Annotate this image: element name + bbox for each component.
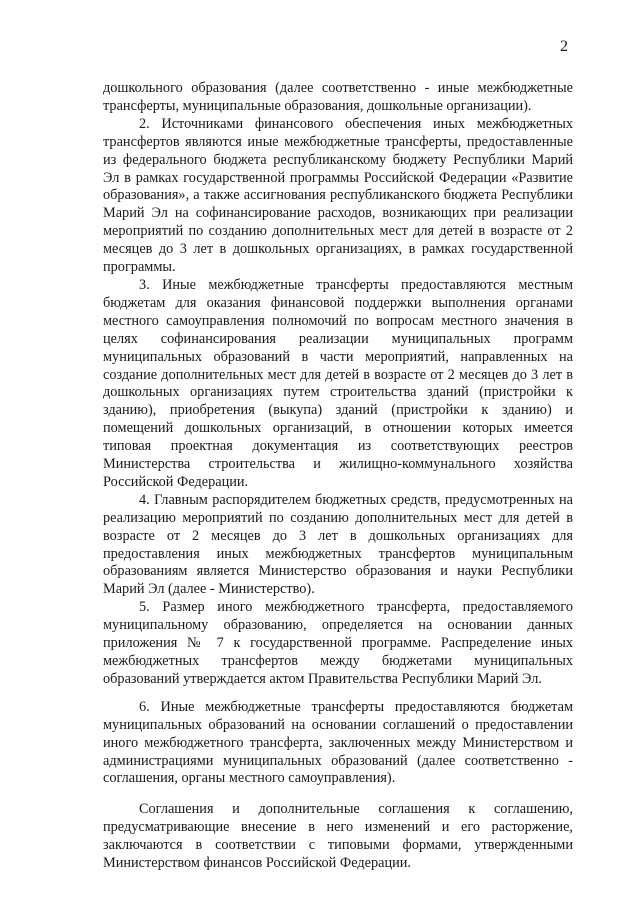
- paragraph-3-transfer-purpose: 3. Иные межбюджетные трансферты предоставляются местным бюджетам для оказания финансовой поддержки выполнения органами местного самоуправления полномочий по вопросам местного значения в целях софинансирования реализации муниципальных программ муниципальных образований в части мероприятий, направленных на создание дополнительных мест для детей в возрасте от 2 месяцев до 3 лет в дошкольных организациях путем строительства зданий (пристройки к зданию), приобретения (выкупа) зданий (пристройки к зданию) и помещений дошкольных организаций, в отношении которых имеется типовая проектная документация из соответствующих реестров Министерства строительства и жилищно-коммунального хозяйства Российской Федерации.: [103, 276, 573, 490]
- paragraph-6-agreements: 6. Иные межбюджетные трансферты предоставляются бюджетам муниципальных образований на основании соглашений о предоставлении иного межбюджетного трансферта, заключенных между Министерством и администрациями муниципальных образований (далее соответственно - соглашения, органы местного самоуправления).: [103, 698, 573, 787]
- paragraph-5-transfer-amount: 5. Размер иного межбюджетного трансферта, предоставляемого муниципальному образованию, определяется на основании данных приложения № 7 к государственной программе. Распределение иных межбюджетных трансфертов между бюджетами муниципальных образований утверждается актом Правительства Республики Марий Эл.: [103, 599, 573, 687]
- page-number: 2: [560, 38, 568, 55]
- paragraph-2-funding-sources: 2. Источниками финансового обеспечения иных межбюджетных трансфертов являются иные межбюджетные трансферты, предоставленные из федерального бюджета республиканскому бюджету Республики Марий Эл в рамках государственной программы Российской Федерации «Развитие образования», а также ассигнования республиканского бюджета Республики Марий Эл на софинансирование расходов, возникающих при реализации мероприятий по созданию дополнительных мест для детей в возрасте от 2 месяцев до 3 лет в дошкольных организациях, в рамках государственной программы.: [103, 115, 573, 276]
- paragraph-agreement-forms: Соглашения и дополнительные соглашения к соглашению, предусматривающие внесение в него изменений и его расторжение, заключаются в соответствии с типовыми формами, утвержденными Министерством финансов Российской Федерации.: [103, 801, 573, 872]
- document-body: [103, 80, 573, 873]
- paragraph-continuation: дошкольного образования (далее соответственно - иные межбюджетные трансферты, муниципальные образования, дошкольные организации).: [103, 80, 573, 114]
- paragraph-4-main-manager: 4. Главным распорядителем бюджетных средств, предусмотренных на реализацию мероприятий по созданию дополнительных мест для детей в возрасте от 2 месяцев до 3 лет в дошкольных организациях для предоставления иных межбюджетных трансфертов муниципальным образованиям является Министерство образования и науки Республики Марий Эл (далее - Министерство).: [103, 491, 573, 598]
